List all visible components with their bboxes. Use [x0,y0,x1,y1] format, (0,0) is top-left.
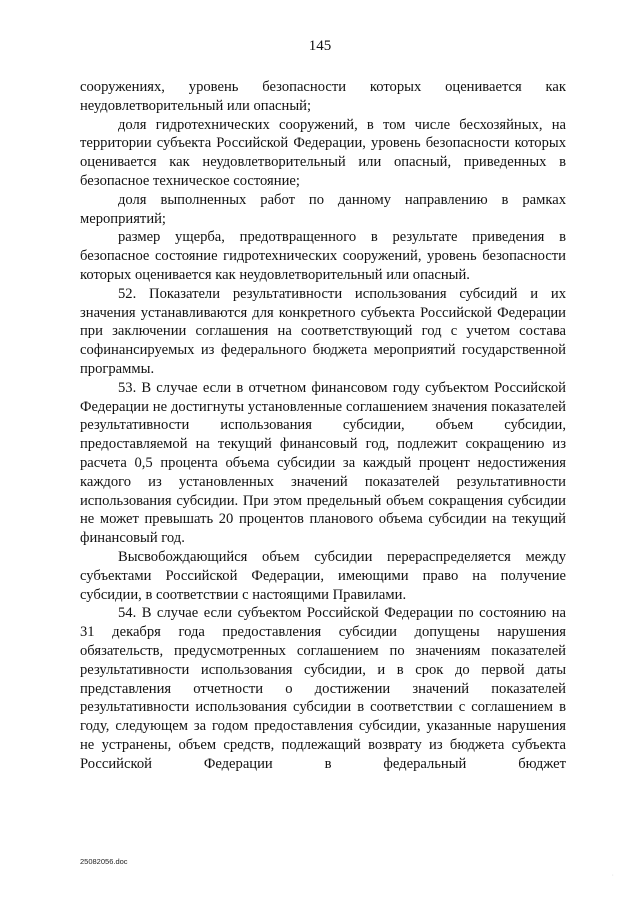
page-number: 145 [308,38,332,54]
paragraph-clause-52: 52. Показатели результативности использования субсидий и их значения устанавливаются для конкретного субъекта Российской Федерации при заключении соглашения на соответствующий год с учетом состава софинансируемых из федерального бюджета мероприятий государственной программы. [80,285,566,377]
paragraph-share-hydro-structures: доля гидротехнических сооружений, в том числе бесхозяйных, на территории субъекта Российской Федерации, уровень безопасности которых оценивается как неудовлетворительный или опасный, приведенных в безопасное техническое состояние; [80,116,566,189]
paragraph-clause-54: 54. В случае если субъектом Российской Федерации по состоянию на 31 декабря года предоставления субсидии допущены нарушения обязательств, предусмотренных соглашением по значениям показателей результативности использования субсидии, и в срок до первой даты представления отчетности о достижении значений показателей результативности использования субсидии в соответствии с соглашением в году, следующем за годом предоставления субсидии, указанные нарушения не устранены, объем средств, подлежащий возврату из бюджета субъекта Российской Федерации в федеральный бюджет [80,605,566,772]
paragraph-hydro-safety-level: сооружениях, уровень безопасности которых оценивается как неудовлетворительный или опасный; [80,79,566,114]
scan-corner-mark: · [611,872,614,879]
paragraph-damage-prevented: размер ущерба, предотвращенного в результате приведения в безопасное состояние гидротехнических сооружений, уровень безопасности которых оценивается как неудовлетворительный или опасный. [80,229,566,283]
document-body [80,78,566,773]
paragraph-released-subsidy: Высвобождающийся объем субсидии перераспределяется между субъектами Российской Федерации, имеющими право на получение субсидии, в соответствии с настоящими Правилами. [80,548,566,603]
footer-file-name: 25082056.doc [80,857,128,866]
paragraph-share-completed-works: доля выполненных работ по данному направлению в рамках мероприятий; [80,191,566,227]
paragraph-clause-53: 53. В случае если в отчетном финансовом году субъектом Российской Федерации не достигнуты установленные соглашением значения показателей результативности использования субсидии, объем субсидии, предоставляемой на текущий финансовый год, подлежит сокращению из расчета 0,5 процента объема субсидии за каждый процент недостижения каждого из установленных значений показателей результативности использования субсидии. При этом предельный объем сокращения субсидии не может превышать 20 процентов планового объема субсидии на текущий финансовый год. [80,379,566,547]
